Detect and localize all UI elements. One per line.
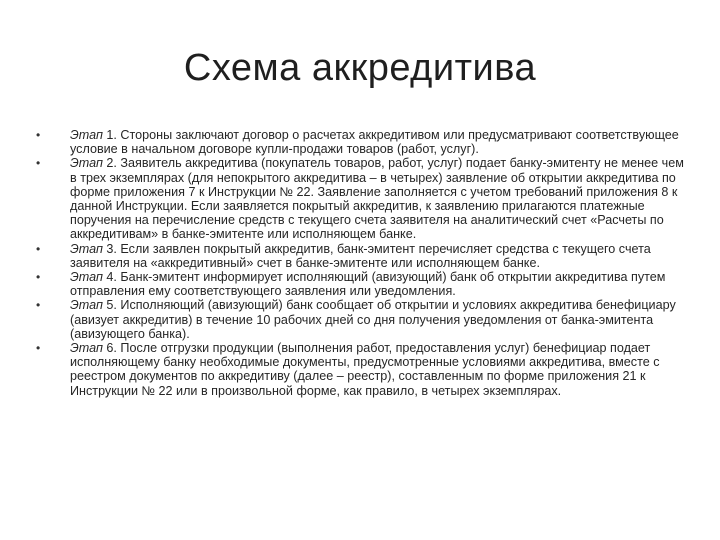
stage-label: Этап: [70, 341, 103, 356]
bullet-icon: •: [36, 156, 41, 171]
list-item-stage-5: [36, 298, 686, 341]
stage-label: Этап: [70, 128, 103, 142]
list-item-stage-6: [36, 341, 686, 398]
stage-text: 5. Исполняющий (авизующий) банк сообщает об открытии и условиях аккредитива бенефициару (авизует аккредитив) в течение 10 рабочих дней со дня получения уведомления от банка-эмитента (авизующего банка).: [70, 298, 676, 341]
stages-list: [36, 128, 686, 398]
stage-label: Этап: [70, 156, 103, 171]
list-item-stage-4: [36, 270, 686, 298]
stage-text: 3. Если заявлен покрытый аккредитив, банк-эмитент перечисляет средства с текущего счета заявителя на «аккредитивный» счет в банке-эмитенте или исполняющем банке.: [70, 241, 651, 270]
stage-text: 6. После отгрузки продукции (выполнения работ, предоставления услуг) бенефициар подает исполняющему банку необходимые документы, предусмотренные условиями аккредитива, вместе с реестром документов по аккредитиву (далее – реестр), составленным по форме приложения 21 к Инструкции № 22 или в произвольной форме, как правило, в четырех экземплярах.: [70, 341, 660, 398]
bullet-icon: •: [36, 270, 41, 285]
bullet-icon: •: [36, 128, 41, 142]
list-item-stage-1: [36, 128, 686, 156]
list-item-stage-3: [36, 242, 686, 270]
slide-title: Схема аккредитива: [183, 47, 537, 89]
bullet-icon: •: [36, 298, 41, 313]
stage-label: Этап: [70, 241, 103, 256]
stage-text: 1. Стороны заключают договор о расчетах аккредитивом или предусматривают соответствующее условие в начальном договоре купли-продажи товаров (работ, услуг).: [70, 128, 679, 157]
bullet-icon: •: [36, 341, 41, 356]
bullet-icon: •: [36, 241, 41, 256]
stage-text: 2. Заявитель аккредитива (покупатель товаров, работ, услуг) подает банку-эмитенту не менее чем в трех экземплярах (для непокрытого аккредитива – в четырех) заявление об открытии аккредитива по форме приложения 7 к Инструкции № 22. Заявление заполняется с учетом требований приложения 8 к данной Инструкции. Если заявляется покрытый аккредитив, к заявлению прилагаются платежные поручения на перечисление средств с текущего счета заявителя на аналитический счет «Расчеты по аккредитивам» в банке-эмитенте или исполняющем банке.: [70, 156, 684, 242]
stage-text: 4. Банк-эмитент информирует исполняющий (авизующий) банк об открытии аккредитива путем отправления ему соответствующего заявления или уведомления.: [70, 270, 666, 299]
stage-label: Этап: [70, 298, 103, 313]
stage-label: Этап: [70, 270, 103, 285]
list-item-stage-2: [36, 156, 686, 241]
